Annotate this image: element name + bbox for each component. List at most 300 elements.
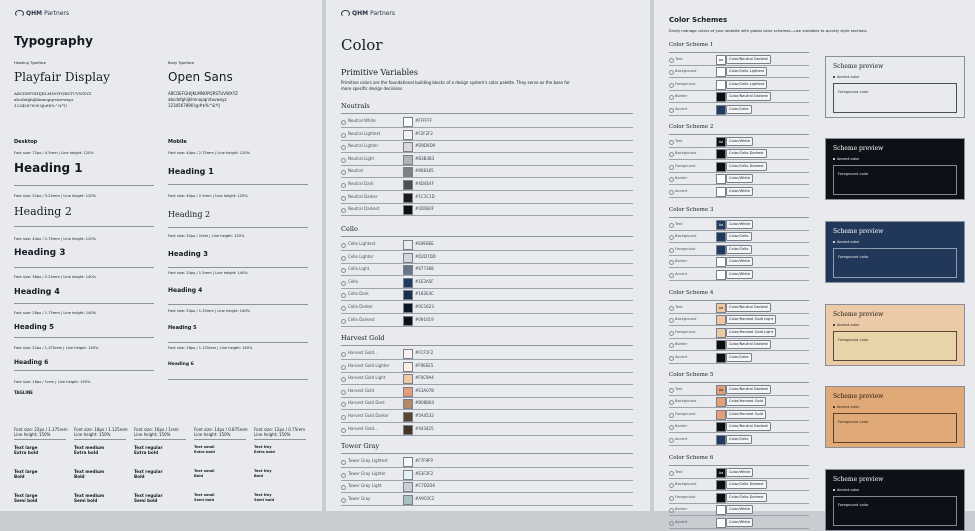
scheme-row-label: Accent bbox=[675, 188, 688, 193]
radio-icon bbox=[669, 58, 674, 63]
preview-foreground bbox=[833, 83, 957, 113]
radio-icon bbox=[341, 473, 346, 478]
scheme-color-ref: Color/White bbox=[726, 257, 753, 266]
color-name: Harvest Gold Lighter bbox=[348, 362, 390, 368]
color-swatch bbox=[403, 495, 413, 505]
type-spec: Font size: 22px / 1.375rem | Line height: 140% bbox=[14, 346, 99, 350]
row-divider bbox=[341, 505, 633, 506]
text-style-sample: Text large Extra bold bbox=[14, 445, 39, 455]
type-sample: Heading 5 bbox=[168, 325, 197, 331]
scheme-color-ref: Color/Cello Lightest bbox=[726, 80, 767, 89]
scheme-preview bbox=[825, 386, 965, 448]
divider bbox=[341, 345, 633, 346]
color-swatch bbox=[403, 180, 413, 190]
color-hex: #0D0E0F bbox=[415, 206, 434, 212]
color-hex: #443425 bbox=[415, 425, 434, 431]
color-swatch bbox=[403, 265, 413, 275]
brand-strong: QHM bbox=[26, 10, 43, 17]
divider bbox=[669, 217, 809, 218]
scheme-row-label: Text bbox=[675, 222, 683, 226]
scheme-row bbox=[669, 244, 809, 256]
radio-icon bbox=[341, 460, 346, 465]
scheme-row bbox=[669, 327, 809, 339]
color-group-title: Cello bbox=[341, 225, 358, 233]
scheme-color-ref: Color/Cello bbox=[726, 353, 752, 362]
scheme-row-label: Text bbox=[675, 387, 683, 391]
text-style-sample: Text small Semi bold bbox=[194, 493, 215, 502]
color-name: Neutral bbox=[348, 168, 363, 174]
radio-icon bbox=[341, 390, 346, 395]
scheme-color-ref: Color/Neutral Darkest bbox=[726, 385, 771, 394]
color-swatch bbox=[403, 316, 413, 326]
text-style-sample: Text medium Bold bbox=[74, 469, 105, 479]
scheme-row-label: Background bbox=[675, 317, 697, 322]
radio-icon bbox=[341, 365, 346, 370]
text-style-sample: Text tiny Bold bbox=[254, 469, 272, 478]
text-spec: Font size: 22px / 1.375rem bbox=[14, 427, 68, 432]
scheme-row bbox=[669, 302, 809, 314]
preview-title: Scheme preview bbox=[833, 393, 884, 400]
scheme-row bbox=[669, 219, 809, 231]
scheme-row-label: Foreground bbox=[675, 411, 696, 416]
scheme-title: Color Scheme 6 bbox=[669, 455, 714, 461]
scheme-row bbox=[669, 434, 809, 446]
radio-icon bbox=[341, 319, 346, 324]
scheme-row-label: Accent bbox=[675, 354, 688, 359]
brand-strong: QHM bbox=[352, 10, 369, 17]
scheme-row bbox=[669, 339, 809, 351]
scheme-color-ref: Color/White bbox=[726, 220, 753, 229]
scheme-row bbox=[669, 66, 809, 78]
divider bbox=[14, 226, 154, 227]
radio-icon bbox=[341, 170, 346, 175]
scheme-color-ref: Color/Cello Lightest bbox=[726, 67, 767, 76]
row-divider bbox=[669, 280, 809, 281]
color-name: Neutral Lighter bbox=[348, 143, 379, 149]
scheme-swatch bbox=[716, 149, 726, 159]
color-row bbox=[341, 481, 633, 493]
radio-icon bbox=[669, 223, 674, 228]
radio-icon bbox=[341, 485, 346, 490]
schemes-panel bbox=[654, 0, 975, 524]
radio-icon bbox=[669, 471, 674, 476]
scheme-row-label: Foreground bbox=[675, 81, 696, 86]
scheme-row bbox=[669, 384, 809, 396]
radio-icon bbox=[669, 318, 674, 323]
scheme-row bbox=[669, 479, 809, 491]
color-swatch bbox=[403, 130, 413, 140]
color-row bbox=[341, 398, 633, 410]
scheme-row bbox=[669, 396, 809, 408]
type-spec: Font size: 16px / 1rem | Line height: 150% bbox=[14, 380, 91, 384]
scheme-color-ref: Color/Harvest Gold Light bbox=[726, 315, 776, 324]
color-hex: #FFFFFF bbox=[415, 118, 433, 123]
scheme-row-label: Text bbox=[675, 139, 683, 143]
color-name: Cello Dark bbox=[348, 291, 369, 297]
scheme-color-ref: Color/Cello bbox=[726, 232, 752, 241]
radio-icon bbox=[341, 208, 346, 213]
scheme-swatch: Aa bbox=[716, 385, 726, 395]
color-swatch bbox=[403, 278, 413, 288]
radio-icon bbox=[669, 70, 674, 75]
scheme-swatch bbox=[716, 174, 726, 184]
heading-glyphs-numbers: 1234567890!@#$%^&*() bbox=[14, 103, 67, 108]
divider bbox=[254, 439, 306, 440]
primitives-title: Primitive Variables bbox=[341, 68, 418, 77]
scheme-row-label: Border bbox=[675, 424, 688, 429]
row-divider bbox=[341, 215, 633, 216]
radio-icon bbox=[669, 413, 674, 418]
preview-accent: Accent color bbox=[833, 323, 859, 327]
divider bbox=[194, 439, 246, 440]
scheme-swatch bbox=[716, 245, 726, 255]
color-swatch bbox=[403, 482, 413, 492]
radio-icon bbox=[669, 306, 674, 311]
heading-glyphs-upper: ABCDEFGHIJKLMNOPQRSTUVWXYZ bbox=[14, 91, 92, 96]
radio-icon bbox=[669, 152, 674, 157]
scheme-swatch bbox=[716, 410, 726, 420]
scheme-row bbox=[669, 256, 809, 268]
scheme-row bbox=[669, 517, 809, 529]
color-hex: #1C1C1D bbox=[415, 193, 435, 199]
divider bbox=[669, 465, 809, 466]
radio-icon bbox=[341, 306, 346, 311]
divider bbox=[669, 300, 809, 301]
color-swatch bbox=[403, 425, 413, 435]
color-swatch bbox=[403, 193, 413, 203]
divider bbox=[14, 370, 154, 371]
row-divider bbox=[341, 435, 633, 436]
color-swatch bbox=[403, 142, 413, 152]
preview-title: Scheme preview bbox=[833, 63, 884, 70]
color-hex: #808185 bbox=[415, 168, 434, 174]
scheme-row-label: Background bbox=[675, 69, 697, 74]
color-row bbox=[341, 239, 633, 251]
body-typeface-name: Open Sans bbox=[168, 70, 233, 84]
scheme-row bbox=[669, 492, 809, 504]
scheme-row bbox=[669, 54, 809, 66]
type-sample: Heading 4 bbox=[168, 287, 203, 294]
scheme-swatch bbox=[716, 162, 726, 172]
radio-icon bbox=[669, 388, 674, 393]
scheme-swatch bbox=[716, 518, 726, 528]
color-row bbox=[341, 373, 633, 385]
color-name: Harvest Gold... bbox=[348, 350, 378, 355]
color-row bbox=[341, 361, 633, 373]
color-title: Color bbox=[341, 36, 383, 54]
radio-icon bbox=[341, 498, 346, 503]
radio-icon bbox=[669, 108, 674, 113]
brand-light: Partners bbox=[44, 10, 70, 17]
color-hex: #1E3A5F bbox=[415, 278, 434, 284]
color-hex: #677388 bbox=[415, 266, 434, 272]
scheme-color-ref: Color/Neutral Darkest bbox=[726, 92, 771, 101]
scheme-swatch bbox=[716, 493, 726, 503]
color-hex: #5A4532 bbox=[415, 413, 434, 418]
scheme-color-ref: Color/Neutral Darkest bbox=[726, 340, 771, 349]
color-name: Harvest Gold bbox=[348, 387, 375, 393]
divider bbox=[669, 382, 809, 383]
scheme-color-ref: Color/Neutral Darkest bbox=[726, 303, 771, 312]
type-spec: Font size: 44px / 2.75rem | Line height: 120% bbox=[14, 237, 97, 241]
radio-icon bbox=[669, 190, 674, 195]
type-sample: Heading 1 bbox=[14, 161, 83, 176]
scheme-row-label: Background bbox=[675, 234, 697, 239]
color-name: Harvest Gold... bbox=[348, 425, 378, 431]
preview-accent: Accent color bbox=[833, 75, 859, 79]
radio-icon bbox=[669, 248, 674, 253]
color-name: Neutral Dark bbox=[348, 181, 374, 186]
scheme-preview bbox=[825, 221, 965, 283]
scheme-color-ref: Color/Harvest Gold Light bbox=[726, 328, 776, 337]
scheme-row-label: Foreground bbox=[675, 494, 696, 499]
scheme-color-ref: Color/White bbox=[726, 187, 753, 196]
schemes-title: Color Schemes bbox=[669, 16, 728, 24]
typography-panel bbox=[0, 0, 322, 511]
color-swatch bbox=[403, 205, 413, 215]
preview-foreground bbox=[833, 331, 957, 361]
scheme-swatch: Aa bbox=[716, 55, 726, 65]
scheme-row bbox=[669, 314, 809, 326]
type-spec: Font size: 44px / 2.75rem | Line height: 120% bbox=[168, 151, 251, 155]
color-hex: #FCF1F2 bbox=[415, 350, 434, 355]
color-swatch bbox=[403, 412, 413, 422]
scheme-row bbox=[669, 79, 809, 91]
type-sample: TAGLINE bbox=[14, 390, 33, 395]
divider bbox=[168, 379, 308, 380]
color-hex: #4D4E4F bbox=[415, 181, 434, 186]
radio-icon bbox=[341, 352, 346, 357]
color-swatch bbox=[403, 117, 413, 127]
text-spec: Font size: 16px / 1rem bbox=[134, 427, 179, 432]
scheme-swatch bbox=[716, 340, 726, 350]
divider bbox=[341, 236, 633, 237]
text-style-sample: Text tiny Semi bold bbox=[254, 493, 275, 502]
text-style-sample: Text regular Semi bold bbox=[134, 493, 163, 503]
color-hex: #091019 bbox=[415, 316, 434, 322]
scheme-color-ref: Color/Neutral Darkest bbox=[726, 422, 771, 431]
color-row bbox=[341, 154, 633, 166]
color-row bbox=[341, 141, 633, 153]
type-spec: Font size: 52px / 3.25rem | Line height: 120% bbox=[14, 194, 97, 198]
color-row bbox=[341, 179, 633, 191]
scheme-row-label: Foreground bbox=[675, 329, 696, 334]
color-name: Cello Darker bbox=[348, 304, 373, 309]
scheme-row-label: Accent bbox=[675, 271, 688, 276]
text-spec-lh: Line height: 150% bbox=[14, 432, 51, 437]
color-name: Harvest Gold Dark bbox=[348, 400, 385, 406]
color-row bbox=[341, 315, 633, 327]
radio-icon bbox=[669, 356, 674, 361]
row-divider bbox=[669, 115, 809, 116]
type-spec: Font size: 18px / 1.125rem | Line height: 140% bbox=[168, 346, 253, 350]
radio-icon bbox=[341, 428, 346, 433]
color-hex: #F7F9F9 bbox=[415, 458, 433, 463]
color-swatch bbox=[403, 253, 413, 263]
radio-icon bbox=[669, 400, 674, 405]
text-style-sample: Text tiny Extra bold bbox=[254, 445, 275, 454]
scheme-color-ref: Color/Cello Darkest bbox=[726, 493, 767, 502]
text-spec: Font size: 18px / 1.125rem bbox=[74, 427, 128, 432]
divider bbox=[168, 304, 308, 305]
color-name: Cello Light bbox=[348, 266, 370, 272]
radio-icon bbox=[669, 235, 674, 240]
radio-icon bbox=[669, 165, 674, 170]
color-group-title: Harvest Gold bbox=[341, 334, 385, 342]
preview-foreground bbox=[833, 165, 957, 195]
color-swatch bbox=[403, 457, 413, 467]
text-spec-lh: Line height: 150% bbox=[194, 432, 231, 437]
scheme-row bbox=[669, 148, 809, 160]
heading-glyphs-lower: abcdefghijklmnopqrstuvwxyz bbox=[14, 97, 74, 102]
logo-mark-icon bbox=[341, 10, 350, 17]
scheme-color-ref: Color/Neutral Darkest bbox=[726, 55, 771, 64]
page-title: Typography bbox=[14, 34, 93, 48]
color-swatch bbox=[403, 349, 413, 359]
row-divider bbox=[341, 326, 633, 327]
scheme-row bbox=[669, 504, 809, 516]
scheme-swatch bbox=[716, 422, 726, 432]
scheme-color-ref: Color/Cello Darkest bbox=[726, 162, 767, 171]
scheme-row-label: Border bbox=[675, 507, 688, 512]
type-sample: Heading 4 bbox=[14, 286, 60, 296]
text-style-sample: Text small Extra bold bbox=[194, 445, 215, 454]
type-spec: Font size: 24px / 1.5rem | Line height: 140% bbox=[168, 271, 248, 275]
color-row bbox=[341, 411, 633, 423]
scheme-title: Color Scheme 5 bbox=[669, 372, 714, 378]
scheme-preview bbox=[825, 138, 965, 200]
heading-typeface-name: Playfair Display bbox=[14, 70, 110, 84]
text-style-sample: Text large Bold bbox=[14, 469, 38, 479]
color-name: Neutral Darkest bbox=[348, 206, 380, 212]
preview-foreground-label: Foreground color bbox=[838, 172, 869, 176]
color-row bbox=[341, 166, 633, 178]
radio-icon bbox=[669, 521, 674, 526]
type-spec: Font size: 72px / 4.5rem | Line height: 120% bbox=[14, 151, 94, 155]
color-row bbox=[341, 129, 633, 141]
scheme-swatch: Aa bbox=[716, 468, 726, 478]
type-sample: Heading 1 bbox=[168, 167, 214, 176]
color-row bbox=[341, 277, 633, 289]
brand-light: Partners bbox=[370, 10, 396, 17]
scheme-color-ref: Color/Harvest Gold bbox=[726, 397, 766, 406]
scheme-preview bbox=[825, 469, 965, 531]
schemes-description: Easily manage colors of your website with global color schemes—use variables to quickly style sections. bbox=[669, 28, 868, 33]
scheme-row bbox=[669, 421, 809, 433]
scheme-color-ref: Color/Cello Darkest bbox=[726, 480, 767, 489]
color-swatch bbox=[403, 303, 413, 313]
radio-icon bbox=[669, 496, 674, 501]
color-hex: #E3A078 bbox=[415, 387, 434, 393]
color-swatch bbox=[403, 362, 413, 372]
scheme-row bbox=[669, 104, 809, 116]
scheme-swatch bbox=[716, 480, 726, 490]
scheme-row bbox=[669, 161, 809, 173]
row-divider bbox=[669, 197, 809, 198]
scheme-row-label: Text bbox=[675, 57, 683, 61]
color-row bbox=[341, 204, 633, 216]
scheme-row bbox=[669, 136, 809, 148]
scheme-row-label: Text bbox=[675, 305, 683, 309]
preview-foreground bbox=[833, 248, 957, 278]
scheme-row-label: Border bbox=[675, 342, 688, 347]
type-spec: Font size: 32px / 2rem | Line height: 120% bbox=[168, 234, 245, 238]
scheme-title: Color Scheme 1 bbox=[669, 42, 714, 48]
radio-icon bbox=[341, 268, 346, 273]
preview-foreground bbox=[833, 496, 957, 526]
divider bbox=[168, 267, 308, 268]
color-swatch bbox=[403, 470, 413, 480]
mobile-label: Mobile bbox=[168, 139, 187, 145]
primitives-description: Primitive colors are the foundational building blocks of a design system's color palette. They serve as the base for more specific design decisions. bbox=[341, 80, 570, 91]
scheme-title: Color Scheme 4 bbox=[669, 290, 714, 296]
preview-accent: Accent color bbox=[833, 240, 859, 244]
color-hex: #A9C0C2 bbox=[415, 495, 435, 501]
scheme-row-label: Foreground bbox=[675, 163, 696, 168]
type-sample: Heading 3 bbox=[168, 250, 209, 258]
radio-icon bbox=[669, 177, 674, 182]
heading-typeface-label: Heading Typeface bbox=[14, 61, 47, 65]
type-spec: Font size: 40px / 2.5rem | Line height: 120% bbox=[168, 194, 248, 198]
radio-icon bbox=[669, 438, 674, 443]
color-hex: #E3F2F2 bbox=[415, 470, 434, 476]
color-name: Neutral Darker bbox=[348, 193, 378, 199]
scheme-swatch bbox=[716, 105, 726, 115]
scheme-color-ref: Color/Cello bbox=[726, 105, 752, 114]
radio-icon bbox=[341, 293, 346, 298]
scheme-preview bbox=[825, 304, 965, 366]
radio-icon bbox=[669, 140, 674, 145]
scheme-color-ref: Color/White bbox=[726, 505, 753, 514]
color-swatch bbox=[403, 290, 413, 300]
scheme-swatch bbox=[716, 353, 726, 363]
scheme-row-label: Text bbox=[675, 470, 683, 474]
color-name: Cello Darkest bbox=[348, 316, 375, 322]
divider bbox=[134, 439, 186, 440]
body-glyphs-upper: ABCDEFGHIJKLMNOPQRSTUVWXYZ bbox=[168, 91, 238, 96]
scheme-row-label: Background bbox=[675, 399, 697, 404]
radio-icon bbox=[669, 95, 674, 100]
desktop-label: Desktop bbox=[14, 139, 38, 145]
type-spec: Font size: 28px / 1.75rem | Line height: 140% bbox=[14, 311, 97, 315]
color-name: Harvest Gold Light bbox=[348, 375, 386, 381]
radio-icon bbox=[669, 343, 674, 348]
body-glyphs-lower: abcdefghijklmnopqrstuvwxyz bbox=[168, 97, 227, 102]
color-group-title: Tower Gray bbox=[341, 442, 380, 450]
preview-foreground-label: Foreground color bbox=[838, 420, 869, 424]
scheme-swatch bbox=[716, 80, 726, 90]
scheme-swatch: Aa bbox=[716, 137, 726, 147]
radio-icon bbox=[669, 425, 674, 430]
scheme-preview bbox=[825, 56, 965, 118]
scheme-swatch bbox=[716, 435, 726, 445]
radio-icon bbox=[341, 415, 346, 420]
text-style-sample: Text regular Bold bbox=[134, 469, 163, 479]
scheme-color-ref: Color/Cello bbox=[726, 435, 752, 444]
color-row bbox=[341, 192, 633, 204]
scheme-row-label: Accent bbox=[675, 519, 688, 524]
divider bbox=[168, 184, 308, 185]
color-row bbox=[341, 302, 633, 314]
color-row bbox=[341, 424, 633, 436]
color-panel bbox=[326, 0, 650, 511]
logo-mark-icon bbox=[15, 10, 24, 17]
divider bbox=[14, 303, 154, 304]
divider bbox=[341, 113, 633, 114]
scheme-row bbox=[669, 269, 809, 281]
color-swatch bbox=[403, 387, 413, 397]
type-sample: Heading 3 bbox=[14, 248, 66, 259]
